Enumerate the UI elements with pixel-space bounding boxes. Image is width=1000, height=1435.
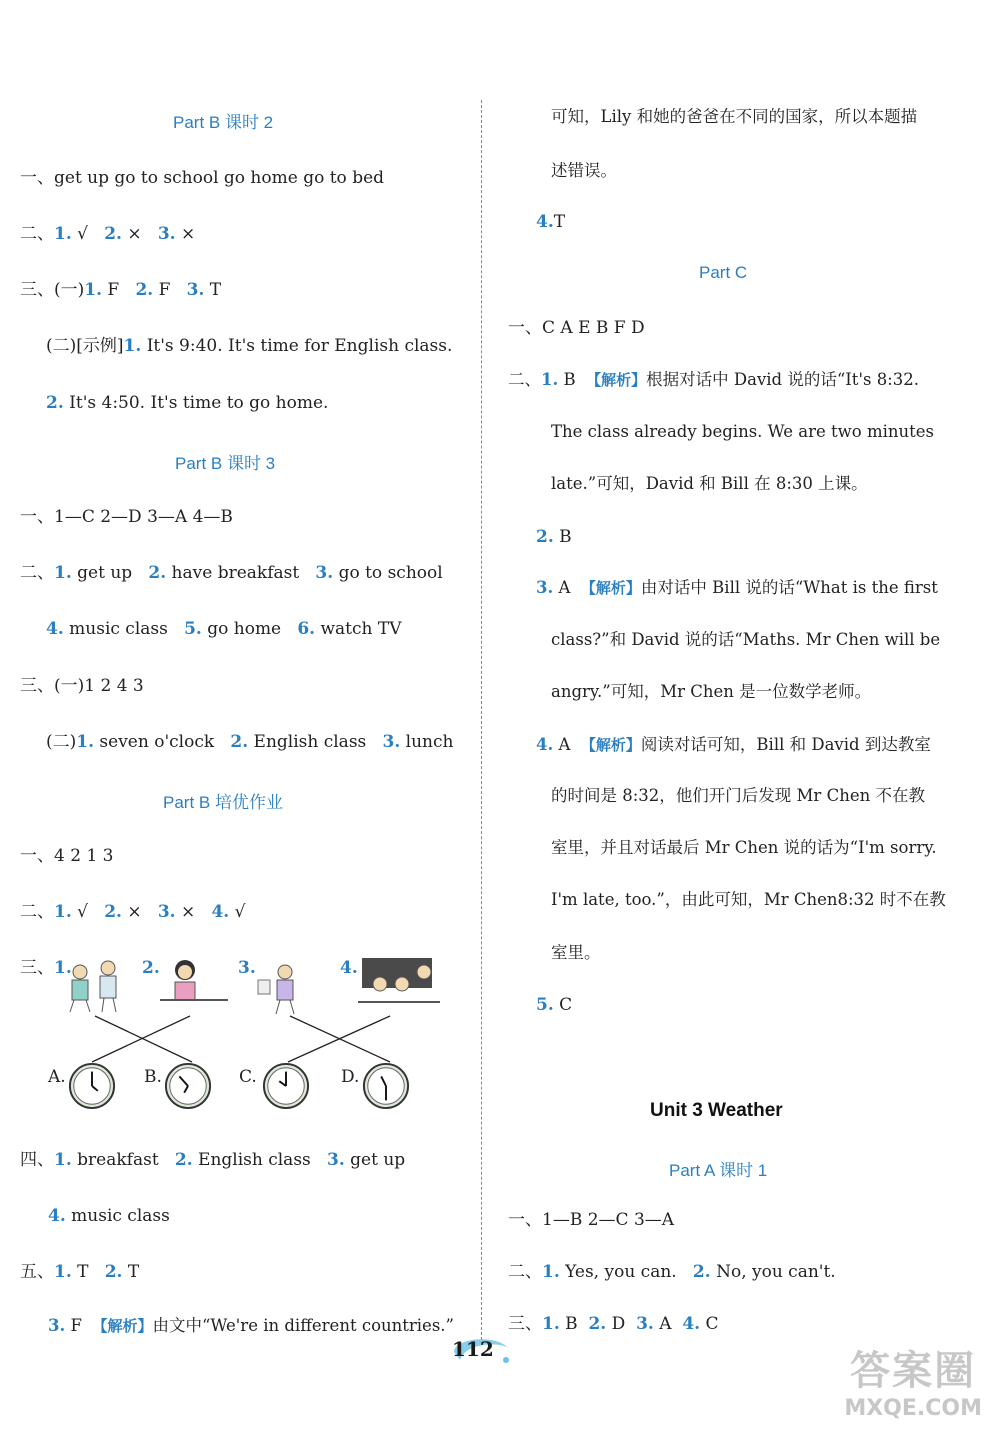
- answer-line: 二、1. B 【解析】根据对话中 David 说的话“It's 8:32.: [508, 370, 919, 389]
- answer-line: 一、get up go to school go home go to bed: [20, 168, 385, 188]
- section-title-partb-advanced: Part B 培优作业: [163, 793, 283, 812]
- picture-4-icon: [358, 958, 440, 1002]
- watermark-line1: 答案圈: [850, 1348, 977, 1394]
- watermark-line2: MXQE.COM: [844, 1396, 982, 1421]
- section-title-partb-lesson3: Part B 课时 3: [175, 454, 276, 473]
- clock-label-b: B.: [144, 1067, 162, 1087]
- answer-line: 2. B: [536, 527, 572, 547]
- explanation-text: 的时间是 8:32，他们开门后发现 Mr Chen 不在教: [551, 786, 925, 805]
- answer-line: 五、1. T 2. T: [20, 1262, 140, 1282]
- section-title-parta-lesson1: Part A 课时 1: [669, 1161, 768, 1180]
- explanation-text: 述错误。: [551, 161, 617, 180]
- answer-line: (二)1. seven o'clock 2. English class 3. lunch: [46, 732, 454, 752]
- answer-line: 二、1. get up 2. have breakfast 3. go to school: [20, 563, 443, 583]
- answer-line: 5. C: [536, 995, 573, 1015]
- explanation-text: 室里，并且对话最后 Mr Chen 说的话为“I'm sorry.: [551, 838, 937, 857]
- clock-c-icon: [262, 1062, 310, 1110]
- page-number: 112: [452, 1337, 494, 1361]
- explanation-text: class?”和 David 说的话“Maths. Mr Chen will be: [551, 630, 941, 649]
- answer-line: 一、1—B 2—C 3—A: [508, 1210, 675, 1230]
- explanation-text: late.”可知，David 和 Bill 在 8:30 上课。: [551, 474, 868, 493]
- answer-line: 二、1. √ 2. × 3. × 4. √: [20, 902, 246, 922]
- picture-number: 3.: [238, 958, 256, 978]
- answer-line: 三、1. B 2. D 3. A 4. C: [508, 1314, 719, 1334]
- picture-number: 2.: [142, 958, 160, 978]
- clock-d-icon: [362, 1062, 410, 1110]
- answer-line: 三、(一)1 2 4 3: [20, 676, 144, 696]
- picture-number: 4.: [340, 958, 358, 978]
- clock-label-a: A.: [48, 1067, 66, 1087]
- answer-line: 4. music class: [48, 1206, 170, 1226]
- answer-line: 4. A 【解析】阅读对话可知，Bill 和 David 到达教室: [536, 735, 931, 754]
- clock-b-icon: [164, 1062, 212, 1110]
- picture-3-icon: [258, 965, 294, 1014]
- section-title-partc: Part C: [699, 263, 748, 282]
- answer-line: 2. It's 4:50. It's time to go home.: [46, 393, 329, 413]
- column-divider: [481, 100, 482, 1340]
- unit-title: Unit 3 Weather: [650, 1100, 783, 1121]
- answer-line: 一、4 2 1 3: [20, 846, 114, 866]
- answer-line: 一、C A E B F D: [508, 318, 645, 338]
- answer-line: 一、1—C 2—D 3—A 4—B: [20, 507, 233, 527]
- answer-line: 二、1. √ 2. × 3. ×: [20, 224, 196, 244]
- clock-label-c: C.: [239, 1067, 257, 1087]
- explanation-text: angry.”可知，Mr Chen 是一位数学老师。: [551, 682, 872, 701]
- answer-line: 3. A 【解析】由对话中 Bill 说的话“What is the first: [536, 578, 938, 597]
- answer-line: 四、1. breakfast 2. English class 3. get up: [20, 1150, 406, 1170]
- answer-line: (二)[示例]1. It's 9:40. It's time for English class.: [46, 336, 453, 356]
- picture-2-icon: [160, 960, 228, 1000]
- answer-line: 二、1. Yes, you can. 2. No, you can't.: [508, 1262, 836, 1282]
- explanation-text: 可知，Lily 和她的爸爸在不同的国家，所以本题描: [551, 107, 918, 126]
- picture-1-icon: [70, 961, 116, 1012]
- answer-line: 4. music class 5. go home 6. watch TV: [46, 619, 402, 639]
- watermark: [844, 1339, 982, 1421]
- answer-line: 4.T: [536, 212, 566, 232]
- answer-line: 3. F 【解析】由文中“We're in different countries.”: [48, 1316, 454, 1335]
- answer-line: 三、(一)1. F 2. F 3. T: [20, 280, 222, 300]
- matching-question-label: 三、1.: [20, 958, 72, 978]
- clock-label-d: D.: [341, 1067, 360, 1087]
- explanation-text: The class already begins. We are two minutes: [551, 422, 934, 441]
- explanation-text: I'm late, too.”，由此可知，Mr Chen8:32 时不在教: [551, 890, 946, 909]
- clock-a-icon: [68, 1062, 116, 1110]
- section-title-partb-lesson2: Part B 课时 2: [173, 113, 274, 132]
- explanation-text: 室里。: [551, 943, 601, 962]
